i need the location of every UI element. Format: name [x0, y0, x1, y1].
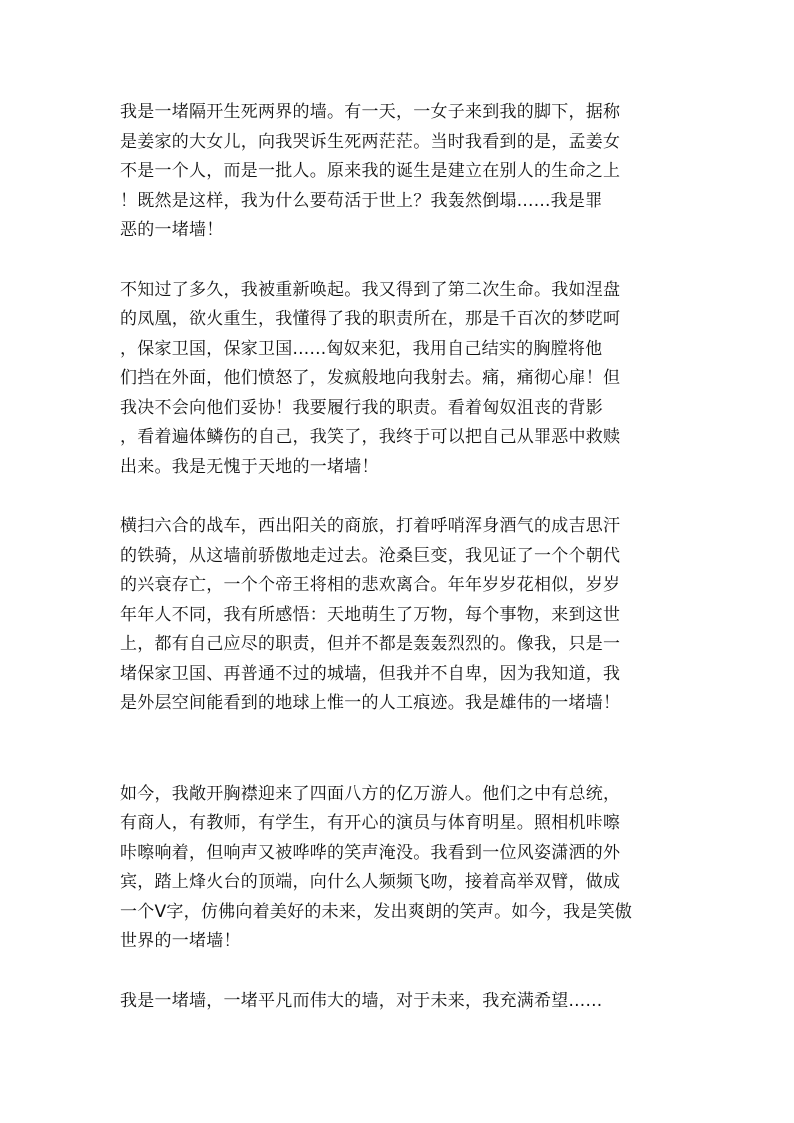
text-line: ，保家卫国，保家卫国......匈奴来犯，我用自己结实的胸膛将他: [120, 338, 603, 359]
text-line: 横扫六合的战车，西出阳关的商旅，打着呼哨浑身酒气的成吉思汗: [120, 516, 621, 536]
paragraph-spacer: [120, 482, 668, 512]
text-line: 堵保家卫国、再普通不过的城墙，但我并不自卑，因为我知道，我: [120, 663, 621, 684]
text-line: 出来。我是无愧于天地的一堵墙！: [120, 456, 379, 477]
paragraph-4: [120, 780, 668, 957]
text-line: 上，都有自己应尽的职责，但并不都是轰轰烈烈的。像我，只是一: [120, 634, 621, 654]
essay-body: [120, 98, 668, 1016]
text-line: 我是一堵墙，一堵平凡而伟大的墙，对于未来，我充满希望......: [120, 990, 603, 1011]
text-line: 的铁骑，从这墙前骄傲地走过去。沧桑巨变，我见证了一个个朝代: [120, 545, 621, 566]
text-line: 我决不会向他们妥协！我要履行我的职责。看着匈奴沮丧的背影: [120, 397, 603, 418]
text-line: 是外层空间能看到的地球上惟一的人工痕迹。我是雄伟的一堵墙！: [120, 693, 621, 713]
text-line: ，看着遍体鳞伤的自己，我笑了，我终于可以把自己从罪恶中救赎: [120, 427, 621, 447]
text-line: 世界的一堵墙！: [120, 931, 241, 951]
paragraph-2: [120, 276, 668, 483]
text-line: 的凤凰，欲火重生，我懂得了我的职责所在，那是千百次的梦呓呵: [120, 309, 621, 329]
text-line: 咔嚓响着，但响声又被哗哗的笑声淹没。我看到一位风姿潇洒的外: [120, 842, 621, 863]
text-line: 不知过了多久，我被重新唤起。我又得到了第二次生命。我如涅盘: [120, 279, 621, 300]
text-line: 宾，踏上烽火台的顶端，向什么人频频飞吻，接着高举双臂，做成: [120, 872, 621, 892]
text-line: 我是一堵隔开生死两界的墙。有一天，一女子来到我的脚下，据称: [120, 102, 621, 122]
text-line: 不是一个人，而是一批人。原来我的诞生是建立在别人的生命之上: [120, 161, 621, 181]
text-line: 年年人不同，我有所感悟：天地萌生了万物，每个事物，来到这世: [120, 604, 621, 625]
text-line: 一个V字，仿佛向着美好的未来，发出爽朗的笑声。如今，我是笑傲: [120, 901, 633, 922]
paragraph-3: [120, 512, 668, 719]
paragraph-spacer: [120, 246, 668, 276]
text-line: 的兴衰存亡，一个个帝王将相的悲欢离合。年年岁岁花相似，岁岁: [120, 575, 621, 595]
text-line: ！既然是这样，我为什么要苟活于世上？我轰然倒塌......我是罪: [120, 190, 603, 211]
paragraph-1: [120, 98, 668, 246]
text-line: 恶的一堵墙！: [120, 220, 224, 240]
text-line: 如今，我敞开胸襟迎来了四面八方的亿万游人。他们之中有总统，: [120, 783, 621, 804]
paragraph-5: [120, 987, 668, 1017]
text-line: 是姜家的大女儿，向我哭诉生死两茫茫。当时我看到的是，孟姜女: [120, 131, 621, 152]
text-line: 们挡在外面，他们愤怒了，发疯般地向我射去。痛，痛彻心扉！但: [120, 368, 621, 388]
paragraph-spacer: [120, 719, 668, 780]
text-line: 有商人，有教师，有学生，有开心的演员与体育明星。照相机咔嚓: [120, 813, 621, 833]
paragraph-spacer: [120, 957, 668, 987]
